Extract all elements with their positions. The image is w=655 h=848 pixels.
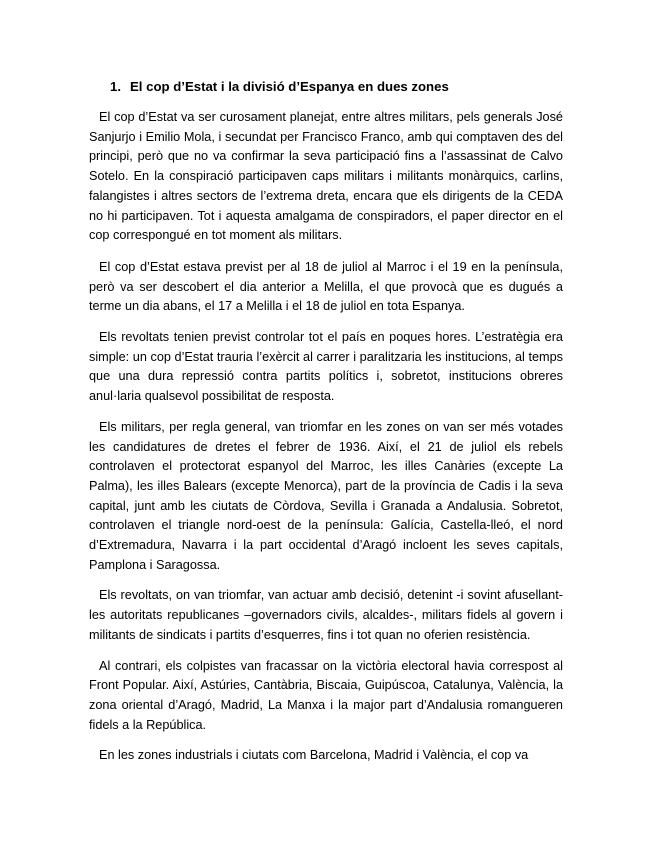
paragraph: El cop d’Estat va ser curosament planejat, entre altres militars, pels generals José Sanjurjo i Emilio Mola, i secundat per Francisco Franco, amb qui comptaven des del principi, però que no va confirmar la seva participació fins a l’assassinat de Calvo Sotelo. En la conspiració participaven caps militars i militants monàrquics, carlins, falangistes i altres sectors de l’extrema dreta, encara que els dirigents de la CEDA no hi participaven. Tot i aquesta amalgama de conspiradors, el paper director en el cop correspongué en tot moment als militars. — [89, 110, 563, 243]
paragraph: Al contrari, els colpistes van fracassar on la victòria electoral havia correspost al Front Popular. Així, Astúries, Cantàbria, Biscaia, Guipúscoa, Catalunya, València, la zona oriental d’Aragó, Madrid, La Manxa i la major part d’Andalusia romangueren fidels a la República. — [89, 658, 563, 732]
paragraph: Els militars, per regla general, van triomfar en les zones on van ser més votades les candidatures de dretes el febrer de 1936. Així, el 21 de juliol els rebels controlaven el protectorat espanyol del Marroc, les illes Canàries (excepte La Palma), les illes Balears (excepte Menorca), part de la província de Cadis i la seva capital, junt amb les ciutats de Còrdova, Sevilla i Granada a Andalusia. Sobretot, controlaven el triangle nord-oest de la península: Galícia, Castella-lleó, el nord d’Extremadura, Navarra i la part occidental d’Aragó incloent les seves capitals, Pamplona i Saragossa. — [89, 419, 563, 572]
paragraph: Els revoltats tenien previst controlar tot el país en poques hores. L’estratègia era simple: un cop d’Estat trauria l’exèrcit al carrer i paralitzaria les institucions, al temps que una dura repressió contra partits polítics i, sobretot, institucions obreres anul·laria qualsevol possibilitat de resposta. — [89, 330, 563, 404]
paragraph: Els revoltats, on van triomfar, van actuar amb decisió, detenint -i sovint afusellant- les autoritats republicanes –governadors civils, alcaldes-, militars fidels al govern i militants de sindicats i partits d’esquerres, fins i tot quan no oferien resistència. — [89, 588, 563, 642]
paragraph: En les zones industrials i ciutats com Barcelona, Madrid i València, el cop va — [99, 748, 529, 763]
section-heading — [110, 79, 449, 94]
paragraph: El cop d’Estat estava previst per al 18 de juliol al Marroc i el 19 en la península, però va ser descobert el dia anterior a Melilla, el que provocà que es dugués a terme un dia abans, el 17 a Melilla i el 18 de juliol en tota Espanya. — [89, 259, 563, 314]
section-title: El cop d’Estat i la divisió d’Espanya en dues zones — [130, 79, 449, 94]
document-body — [89, 108, 563, 778]
section-number: 1. — [110, 79, 121, 94]
